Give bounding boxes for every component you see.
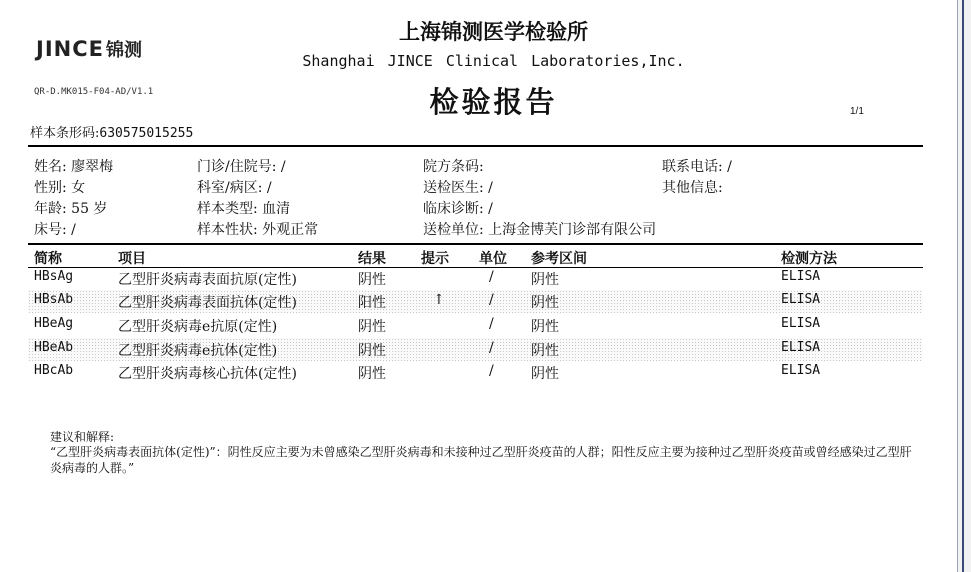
patient-name: 姓名: 廖翠梅	[34, 159, 114, 175]
barcode-label: 样本条形码:	[30, 126, 100, 141]
divider-table-top	[28, 243, 923, 245]
col-header-reference: 参考区间	[531, 251, 587, 267]
page-number: 1/1	[850, 106, 864, 117]
row-reference: 阴性	[531, 319, 559, 335]
col-header-abbr: 简称	[34, 251, 62, 267]
row-item: 乙型肝炎病毒表面抗体(定性)	[118, 295, 297, 311]
contact-phone: 联系电话: /	[662, 159, 732, 175]
department: 科室/病区: /	[197, 180, 272, 196]
patient-gender: 性别: 女	[34, 180, 86, 196]
row-flag: ↑	[433, 292, 445, 308]
table-row	[28, 361, 923, 384]
col-header-method: 检测方法	[781, 251, 837, 267]
logo-cn-text: 锦测	[105, 40, 142, 61]
row-reference: 阴性	[531, 366, 559, 382]
divider-top	[28, 145, 923, 147]
row-method: ELISA	[781, 363, 821, 378]
row-abbr: HBeAg	[34, 316, 74, 331]
sample-type: 样本类型: 血清	[197, 201, 291, 217]
row-item: 乙型肝炎病毒核心抗体(定性)	[118, 366, 297, 382]
row-unit: /	[489, 340, 494, 356]
row-abbr: HBcAb	[34, 363, 74, 378]
row-result: 阴性	[358, 366, 386, 382]
row-item: 乙型肝炎病毒表面抗原(定性)	[118, 272, 297, 288]
row-result: 阴性	[358, 319, 386, 335]
bed-number: 床号: /	[34, 222, 76, 238]
row-method: ELISA	[781, 269, 821, 284]
clinical-diagnosis: 临床诊断: /	[423, 201, 493, 217]
table-row	[28, 267, 923, 290]
col-header-unit: 单位	[479, 251, 507, 267]
row-method: ELISA	[781, 340, 821, 355]
advice-body: “乙型肝炎病毒表面抗体(定性)”：阴性反应主要为未曾感染乙型肝炎病毒和未接种过乙型肝炎疫苗的人群；阳性反应主要为接种过乙型肝炎疫苗或曾经感染过乙型肝炎病毒的人群。”	[50, 445, 912, 475]
patient-age: 年龄: 55 岁	[34, 201, 108, 217]
row-item: 乙型肝炎病毒e抗原(定性)	[118, 319, 278, 335]
clinic-number: 门诊/住院号: /	[197, 159, 286, 175]
hospital-code: 院方条码:	[423, 159, 484, 175]
row-reference: 阴性	[531, 272, 559, 288]
col-header-result: 结果	[358, 251, 386, 267]
row-abbr: HBsAb	[34, 292, 74, 307]
row-result: 阴性	[358, 272, 386, 288]
row-reference: 阴性	[531, 343, 559, 359]
row-abbr: HBsAg	[34, 269, 74, 284]
window-edge-scrollbar[interactable]	[957, 0, 971, 572]
col-header-flag: 提示	[421, 251, 449, 267]
other-info: 其他信息:	[662, 180, 723, 196]
logo-text: JINCE	[36, 37, 104, 61]
row-abbr: HBeAb	[34, 340, 74, 355]
sample-state: 样本性状: 外观正常	[197, 222, 319, 238]
table-row	[28, 290, 923, 313]
lab-name-en: Shanghai JINCE Clinical Laboratories,Inc.	[302, 52, 685, 70]
row-unit: /	[489, 292, 494, 308]
row-unit: /	[489, 316, 494, 332]
document-code: QR-D.MK015-F04-AD/V1.1	[34, 87, 154, 97]
table-row	[28, 338, 923, 361]
row-method: ELISA	[781, 316, 821, 331]
row-unit: /	[489, 269, 494, 285]
row-method: ELISA	[781, 292, 821, 307]
report-title: 检验报告	[429, 85, 558, 119]
window-edge-line	[962, 0, 964, 572]
row-result: 阳性	[358, 295, 386, 311]
submitting-unit: 送检单位: 上海金博芙门诊部有限公司	[423, 222, 657, 238]
advice-title: 建议和解释:	[50, 430, 115, 444]
lab-name-cn: 上海锦测医学检验所	[399, 20, 588, 44]
row-item: 乙型肝炎病毒e抗体(定性)	[118, 343, 278, 359]
referring-doctor: 送检医生: /	[423, 180, 493, 196]
col-header-item: 项目	[118, 251, 146, 267]
row-result: 阴性	[358, 343, 386, 359]
row-unit: /	[489, 363, 494, 379]
table-row	[28, 314, 923, 337]
barcode-value: 630575015255	[99, 126, 194, 141]
sample-barcode	[30, 122, 193, 141]
row-reference: 阴性	[531, 295, 559, 311]
